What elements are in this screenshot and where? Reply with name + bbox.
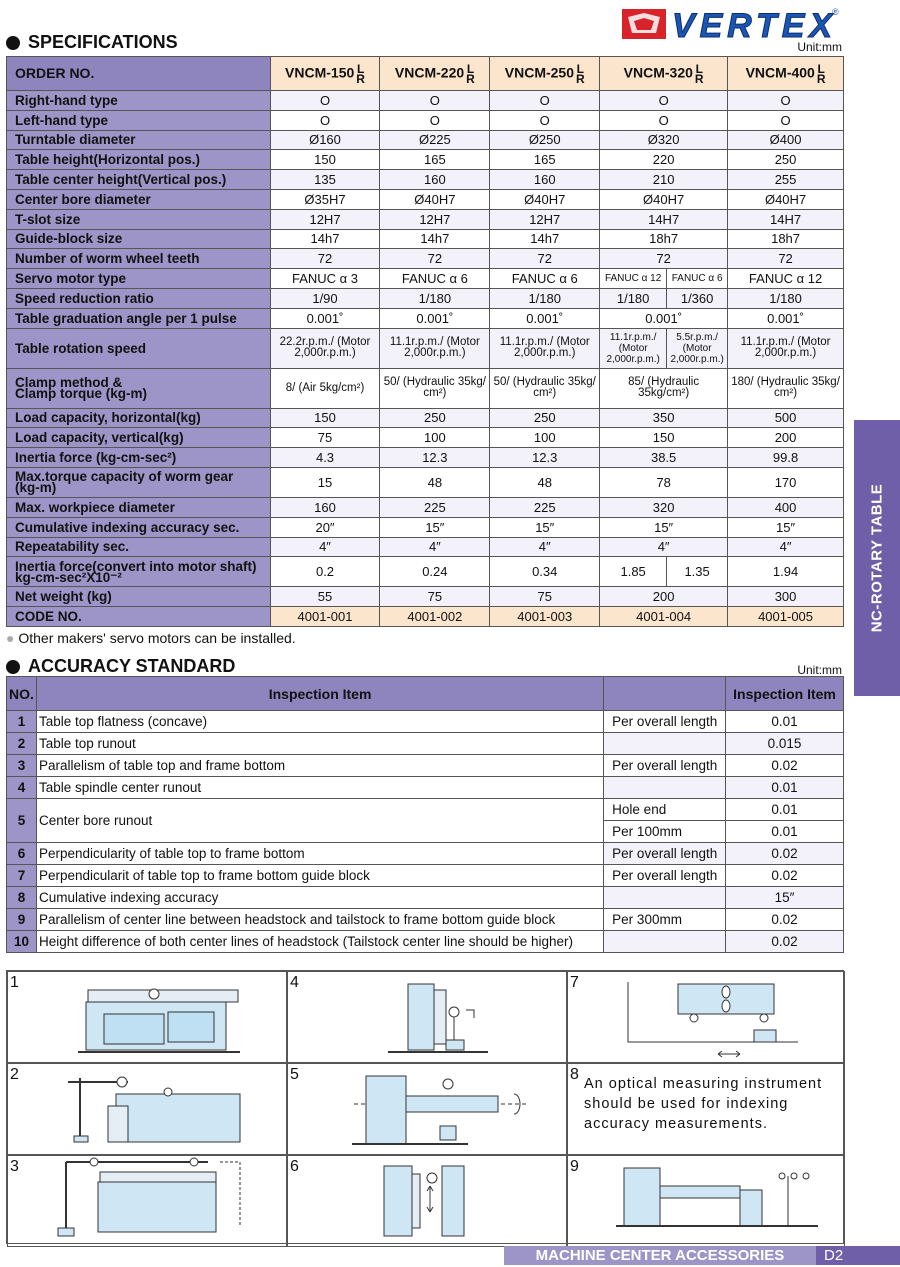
item-header: Inspection Item — [36, 677, 603, 711]
spec-value: 0.2 — [270, 557, 380, 587]
spec-row — [7, 408, 844, 428]
note: ● Other makers' servo motors can be installed. — [6, 630, 296, 646]
spec-label: Cumulative indexing accuracy sec. — [7, 517, 271, 537]
spec-label: Speed reduction ratio — [7, 288, 271, 308]
spec-value: 1/360 — [667, 288, 728, 308]
spec-value: O — [270, 110, 380, 130]
spec-value: O — [490, 110, 600, 130]
spec-value: FANUC α 12 — [600, 269, 667, 289]
inspection-condition: Hole end — [604, 799, 726, 821]
spec-row — [7, 448, 844, 468]
inspection-item: Parallelism of center line between headstock and tailstock to frame bottom guide block — [36, 909, 603, 931]
spec-value: 14H7 — [728, 209, 844, 229]
spec-label: Load capacity, horizontal(kg) — [7, 408, 271, 428]
spec-label: Left-hand type — [7, 110, 271, 130]
spec-value: FANUC α 12 — [728, 269, 844, 289]
spec-value: 0.001˚ — [380, 308, 490, 328]
inspection-value: 0.01 — [726, 821, 844, 843]
diagram-6: 6 — [287, 1155, 567, 1247]
vertex-logo — [622, 5, 842, 43]
inspection-item: Table top runout — [36, 733, 603, 755]
spec-value: 18h7 — [600, 229, 728, 249]
spec-label: Clamp method & Clamp torque (kg-m) — [7, 368, 271, 408]
spec-value: 400 — [728, 497, 844, 517]
spec-value: Ø160 — [270, 130, 380, 150]
spec-value: 4″ — [490, 537, 600, 557]
spec-value: 200 — [728, 428, 844, 448]
spec-value: 0.001˚ — [270, 308, 380, 328]
spec-value: 225 — [490, 497, 600, 517]
footer: MACHINE CENTER ACCESSORIES D2 — [504, 1246, 900, 1265]
accuracy-row — [7, 777, 844, 799]
spec-value: 0.24 — [380, 557, 490, 587]
spec-value: 15″ — [490, 517, 600, 537]
inspection-condition: Per overall length — [604, 711, 726, 733]
bullet-icon — [6, 36, 20, 50]
diagram-9: 9 — [567, 1155, 845, 1247]
inspection-item: Cumulative indexing accuracy — [36, 887, 603, 909]
spec-value: Ø320 — [600, 130, 728, 150]
inspection-value: 15″ — [726, 887, 844, 909]
spec-value: 11.1r.p.m./ (Motor 2,000r.p.m.) — [728, 328, 844, 368]
spec-value: 500 — [728, 408, 844, 428]
specifications-table — [6, 56, 844, 627]
accuracy-row — [7, 931, 844, 953]
spec-value: 12.3 — [490, 448, 600, 468]
spec-row — [7, 170, 844, 190]
accuracy-section-title: ACCURACY STANDARD — [6, 656, 235, 677]
spec-value: 0.001˚ — [490, 308, 600, 328]
accuracy-unit: Unit:mm — [797, 663, 842, 677]
inspection-condition: Per 300mm — [604, 909, 726, 931]
spec-value: 210 — [600, 170, 728, 190]
spec-value: 4″ — [600, 537, 728, 557]
inspection-condition — [604, 887, 726, 909]
spec-value: 225 — [380, 497, 490, 517]
inspection-value: 0.02 — [726, 931, 844, 953]
spec-value: Ø40H7 — [380, 189, 490, 209]
spec-row — [7, 288, 844, 308]
accuracy-row — [7, 887, 844, 909]
accuracy-row — [7, 755, 844, 777]
side-tab: NC-ROTARY TABLE — [854, 420, 900, 696]
diagram-4: 4 — [287, 971, 567, 1063]
spec-row — [7, 249, 844, 269]
inspection-value: 0.01 — [726, 777, 844, 799]
spec-value: 100 — [490, 428, 600, 448]
spec-value: 255 — [728, 170, 844, 190]
spec-value: 4″ — [728, 537, 844, 557]
spec-value: 72 — [270, 249, 380, 269]
value-header: Inspection Item — [726, 677, 844, 711]
spec-row — [7, 428, 844, 448]
spec-label: Servo motor type — [7, 269, 271, 289]
spec-value: 85/ (Hydraulic 35kg/cm²) — [600, 368, 728, 408]
row-number: 9 — [7, 909, 37, 931]
spec-label: Table graduation angle per 1 pulse — [7, 308, 271, 328]
spec-row — [7, 209, 844, 229]
spec-row — [7, 467, 844, 497]
spec-value: 38.5 — [600, 448, 728, 468]
spec-value: 11.1r.p.m./ (Motor 2,000r.p.m.) — [380, 328, 490, 368]
spec-value: 200 — [600, 587, 728, 607]
spec-value: 15″ — [600, 517, 728, 537]
spec-value: 4″ — [270, 537, 380, 557]
spec-value: 4.3 — [270, 448, 380, 468]
spec-value: 300 — [728, 587, 844, 607]
spec-value: 75 — [270, 428, 380, 448]
inspection-value: 0.015 — [726, 733, 844, 755]
spec-label: T-slot size — [7, 209, 271, 229]
spec-value: 11.1r.p.m./ (Motor 2,000r.p.m.) — [600, 328, 667, 368]
inspection-condition: Per 100mm — [604, 821, 726, 843]
spec-value: 4001-004 — [600, 607, 728, 627]
spec-value: 11.1r.p.m./ (Motor 2,000r.p.m.) — [490, 328, 600, 368]
spec-row — [7, 269, 844, 289]
spec-label: Max. workpiece diameter — [7, 497, 271, 517]
spec-value: 12.3 — [380, 448, 490, 468]
spec-value: 14h7 — [490, 229, 600, 249]
spec-row — [7, 308, 844, 328]
inspection-item: Perpendicularit of table top to frame bottom guide block — [36, 865, 603, 887]
diagram-7: 7 — [567, 971, 845, 1063]
no-header: NO. — [7, 677, 37, 711]
spec-value: 1/180 — [490, 288, 600, 308]
spec-value: 72 — [490, 249, 600, 269]
accuracy-row — [7, 733, 844, 755]
spec-value: 4″ — [380, 537, 490, 557]
accuracy-row — [7, 711, 844, 733]
spec-value: 14h7 — [380, 229, 490, 249]
spec-value: 72 — [728, 249, 844, 269]
spec-label: Number of worm wheel teeth — [7, 249, 271, 269]
inspection-condition — [604, 777, 726, 799]
row-number: 10 — [7, 931, 37, 953]
spec-value: 1/90 — [270, 288, 380, 308]
spec-value: 160 — [380, 170, 490, 190]
page-number: D2 — [824, 1247, 844, 1264]
inspection-item: Table spindle center runout — [36, 777, 603, 799]
spec-value: 75 — [490, 587, 600, 607]
spec-value: 170 — [728, 467, 844, 497]
spec-value: 160 — [490, 170, 600, 190]
spec-label: Inertia force (kg-cm-sec²) — [7, 448, 271, 468]
spec-value: Ø400 — [728, 130, 844, 150]
accuracy-table — [6, 676, 844, 953]
spec-value: 14h7 — [270, 229, 380, 249]
spec-row — [7, 557, 844, 587]
inspection-condition: Per overall length — [604, 843, 726, 865]
row-number: 8 — [7, 887, 37, 909]
spec-value: 165 — [490, 150, 600, 170]
model-header: VNCM-250 L R — [490, 57, 600, 91]
spec-value: 15″ — [380, 517, 490, 537]
spec-row — [7, 130, 844, 150]
inspection-value: 0.02 — [726, 865, 844, 887]
spec-value: 15″ — [728, 517, 844, 537]
spec-value: 320 — [600, 497, 728, 517]
spec-value: Ø40H7 — [728, 189, 844, 209]
spec-value: 15 — [270, 467, 380, 497]
spec-value: 4001-005 — [728, 607, 844, 627]
spec-value: 0.34 — [490, 557, 600, 587]
spec-value: 150 — [270, 408, 380, 428]
spec-value: Ø250 — [490, 130, 600, 150]
spec-row — [7, 110, 844, 130]
spec-unit: Unit:mm — [797, 40, 842, 54]
spec-label: Table center height(Vertical pos.) — [7, 170, 271, 190]
spec-label: Load capacity, vertical(kg) — [7, 428, 271, 448]
spec-value: FANUC α 6 — [380, 269, 490, 289]
order-no-header: ORDER NO. — [7, 57, 271, 91]
spec-value: O — [728, 91, 844, 111]
spec-label: Repeatability sec. — [7, 537, 271, 557]
spec-value: O — [270, 91, 380, 111]
row-number: 3 — [7, 755, 37, 777]
brand-name: VERTEX — [672, 7, 832, 43]
spec-row — [7, 368, 844, 408]
spec-value: 72 — [380, 249, 490, 269]
spec-label: Right-hand type — [7, 91, 271, 111]
spec-row — [7, 607, 844, 627]
spec-row — [7, 91, 844, 111]
model-header: VNCM-400 L R — [728, 57, 844, 91]
spec-value: 20″ — [270, 517, 380, 537]
spec-value: 12H7 — [270, 209, 380, 229]
spec-value: Ø225 — [380, 130, 490, 150]
spec-label: CODE NO. — [7, 607, 271, 627]
spec-label: Guide-block size — [7, 229, 271, 249]
inspection-condition: Per overall length — [604, 755, 726, 777]
spec-value: 99.8 — [728, 448, 844, 468]
model-header: VNCM-150 L R — [270, 57, 380, 91]
spec-value: 0.001˚ — [600, 308, 728, 328]
row-number: 1 — [7, 711, 37, 733]
spec-label: Table rotation speed — [7, 328, 271, 368]
inspection-value: 0.02 — [726, 909, 844, 931]
inspection-value: 0.02 — [726, 843, 844, 865]
spec-value: 1/180 — [600, 288, 667, 308]
spec-value: Ø35H7 — [270, 189, 380, 209]
diagram-grid — [6, 970, 844, 1244]
spec-value: Ø40H7 — [490, 189, 600, 209]
spec-row — [7, 517, 844, 537]
row-number: 5 — [7, 799, 37, 843]
spec-value: O — [728, 110, 844, 130]
inspection-item: Height difference of both center lines of headstock (Tailstock center line should be higher) — [36, 931, 603, 953]
inspection-item: Parallelism of table top and frame bottom — [36, 755, 603, 777]
spec-value: 50/ (Hydraulic 35kg/ cm²) — [490, 368, 600, 408]
model-header: VNCM-220 L R — [380, 57, 490, 91]
inspection-item: Center bore runout — [36, 799, 603, 843]
accuracy-row — [7, 843, 844, 865]
spec-row — [7, 328, 844, 368]
spec-value: 18h7 — [728, 229, 844, 249]
spec-row — [7, 150, 844, 170]
inspection-item: Perpendicularity of table top to frame bottom — [36, 843, 603, 865]
accuracy-row — [7, 799, 844, 821]
diagram-3: 3 — [7, 1155, 287, 1247]
spec-row — [7, 189, 844, 209]
accuracy-row — [7, 865, 844, 887]
spec-value: 4001-001 — [270, 607, 380, 627]
spec-value: O — [380, 110, 490, 130]
spec-value: FANUC α 6 — [667, 269, 728, 289]
spec-value: 135 — [270, 170, 380, 190]
spec-value: 4001-002 — [380, 607, 490, 627]
inspection-value: 0.02 — [726, 755, 844, 777]
spec-value: 350 — [600, 408, 728, 428]
spec-row — [7, 537, 844, 557]
spec-value: 8/ (Air 5kg/cm²) — [270, 368, 380, 408]
spec-value: O — [600, 110, 728, 130]
spec-value: 50/ (Hydraulic 35kg/ cm²) — [380, 368, 490, 408]
spec-value: 1.94 — [728, 557, 844, 587]
spec-value: O — [380, 91, 490, 111]
spec-value: 1/180 — [380, 288, 490, 308]
spec-value: 150 — [600, 428, 728, 448]
spec-row — [7, 497, 844, 517]
inspection-value: 0.01 — [726, 711, 844, 733]
spec-row — [7, 587, 844, 607]
spec-label: Center bore diameter — [7, 189, 271, 209]
spec-value: 48 — [380, 467, 490, 497]
spec-value: 160 — [270, 497, 380, 517]
spec-value: O — [490, 91, 600, 111]
accuracy-row — [7, 909, 844, 931]
inspection-condition — [604, 733, 726, 755]
spec-value: 78 — [600, 467, 728, 497]
spec-value: 165 — [380, 150, 490, 170]
inspection-condition — [604, 931, 726, 953]
row-number: 7 — [7, 865, 37, 887]
spec-value: 250 — [380, 408, 490, 428]
spec-value: 72 — [600, 249, 728, 269]
spec-value: 48 — [490, 467, 600, 497]
inspection-value: 0.01 — [726, 799, 844, 821]
spec-value: 4001-003 — [490, 607, 600, 627]
spec-value: 75 — [380, 587, 490, 607]
spec-value: 5.5r.p.m./ (Motor 2,000r.p.m.) — [667, 328, 728, 368]
spec-value: 12H7 — [490, 209, 600, 229]
condition-header — [604, 677, 726, 711]
row-number: 6 — [7, 843, 37, 865]
spec-value: 1/180 — [728, 288, 844, 308]
inspection-condition: Per overall length — [604, 865, 726, 887]
spec-row — [7, 229, 844, 249]
spec-value: 12H7 — [380, 209, 490, 229]
diagram-5: 5 — [287, 1063, 567, 1155]
diagram-1: 1 — [7, 971, 287, 1063]
spec-value: Ø40H7 — [600, 189, 728, 209]
spec-value: FANUC α 3 — [270, 269, 380, 289]
spec-value: 55 — [270, 587, 380, 607]
spec-label: Turntable diameter — [7, 130, 271, 150]
spec-value: 220 — [600, 150, 728, 170]
bullet-icon — [6, 660, 20, 674]
spec-value: 250 — [728, 150, 844, 170]
spec-label: Net weight (kg) — [7, 587, 271, 607]
spec-label: Table height(Horizontal pos.) — [7, 150, 271, 170]
model-header: VNCM-320 L R — [600, 57, 728, 91]
spec-value: 1.85 — [600, 557, 667, 587]
spec-section-title: SPECIFICATIONS — [6, 32, 178, 53]
diagram-2: 2 — [7, 1063, 287, 1155]
row-number: 2 — [7, 733, 37, 755]
spec-value: FANUC α 6 — [490, 269, 600, 289]
diagram-8: 8 An optical measuring instrument should be used for indexing accuracy measurements. — [567, 1063, 845, 1155]
spec-value: 150 — [270, 150, 380, 170]
spec-value: 14H7 — [600, 209, 728, 229]
spec-label: Max.torque capacity of worm gear (kg-m) — [7, 467, 271, 497]
spec-label: Inertia force(convert into motor shaft) kg-cm-sec²X10⁻² — [7, 557, 271, 587]
spec-value: 180/ (Hydraulic 35kg/ cm²) — [728, 368, 844, 408]
inspection-item: Table top flatness (concave) — [36, 711, 603, 733]
row-number: 4 — [7, 777, 37, 799]
spec-value: 22.2r.p.m./ (Motor 2,000r.p.m.) — [270, 328, 380, 368]
spec-value: O — [600, 91, 728, 111]
spec-value: 0.001˚ — [728, 308, 844, 328]
spec-value: 1.35 — [667, 557, 728, 587]
spec-value: 100 — [380, 428, 490, 448]
spec-value: 250 — [490, 408, 600, 428]
svg-text:®: ® — [832, 7, 839, 17]
